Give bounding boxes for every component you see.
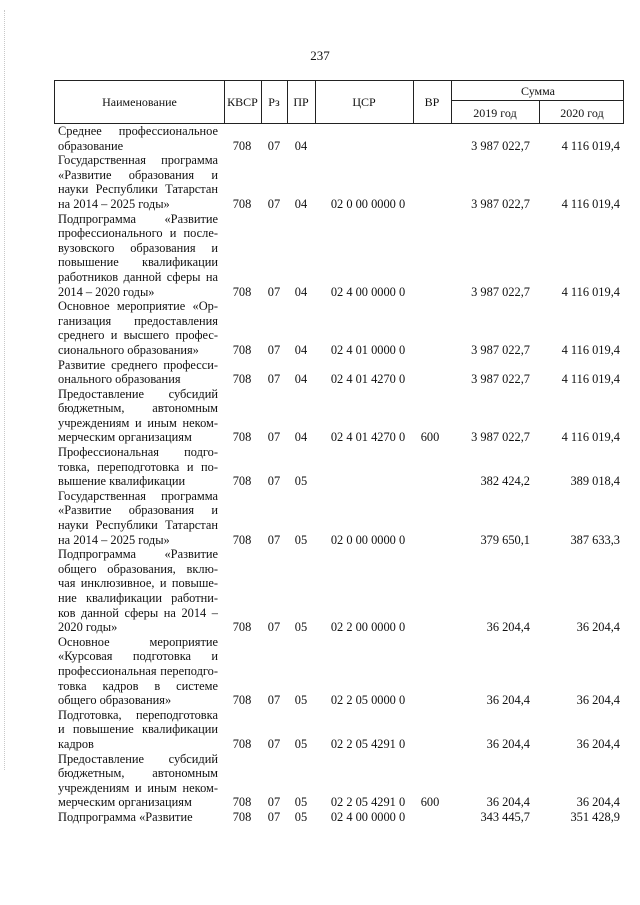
- row-name-line: 2020 годы»: [58, 620, 118, 635]
- row-pr: 04: [294, 430, 308, 445]
- row-name-line: кадров: [58, 736, 94, 751]
- row-name-line: образование: [58, 138, 124, 153]
- row-name: [58, 212, 218, 300]
- row-kvsr: 708: [232, 430, 252, 445]
- row-sum-2019: 3 987 022,7: [471, 284, 530, 299]
- row-name-line: бюджетным, автономным: [58, 766, 218, 781]
- row-rz: 07: [267, 196, 281, 211]
- row-csr: 02 0 00 0000 0: [330, 196, 406, 211]
- row-kvsr: 708: [232, 138, 252, 153]
- row-rz: 07: [267, 138, 281, 153]
- row-name-line: 2014 – 2020 годы»: [58, 284, 155, 299]
- table-row: [0, 635, 640, 708]
- row-sum-2020: 4 116 019,4: [561, 138, 620, 153]
- row-name-line: на 2014 – 2025 годы»: [58, 532, 170, 547]
- table-row: [0, 299, 640, 357]
- row-kvsr: 708: [232, 342, 252, 357]
- row-sum-2020: 36 204,4: [576, 620, 620, 635]
- row-kvsr: 708: [232, 196, 252, 211]
- row-name: [58, 547, 218, 635]
- row-name-line: профессионального и после-: [58, 226, 218, 241]
- row-vr: 600: [420, 430, 440, 445]
- row-name-line: «Развитие образования и: [58, 503, 218, 518]
- table-row: [0, 445, 640, 489]
- row-sum-2019: 3 987 022,7: [471, 342, 530, 357]
- row-name-line: «Развитие образования и: [58, 167, 218, 182]
- row-sum-2020: 36 204,4: [576, 693, 620, 708]
- row-rz: 07: [267, 342, 281, 357]
- table-row: [0, 212, 640, 300]
- row-name: [58, 635, 218, 708]
- row-csr: 02 4 00 0000 0: [330, 809, 406, 824]
- row-name-line: Основное мероприятие: [58, 634, 218, 649]
- row-csr: 02 4 01 4270 0: [330, 430, 406, 445]
- row-name-line: Предоставление субсидий: [58, 386, 218, 401]
- row-sum-2020: 4 116 019,4: [561, 196, 620, 211]
- row-sum-2019: 3 987 022,7: [471, 430, 530, 445]
- row-kvsr: 708: [232, 284, 252, 299]
- row-csr: 02 2 00 0000 0: [330, 620, 406, 635]
- row-pr: 05: [294, 532, 308, 547]
- row-name-line: и повышение квалификации: [58, 722, 218, 737]
- row-rz: 07: [267, 795, 281, 810]
- row-csr: 02 4 01 4270 0: [330, 372, 406, 387]
- row-name-line: Подпрограмма «Развитие: [58, 547, 218, 562]
- row-sum-2019: 3 987 022,7: [471, 138, 530, 153]
- row-name-line: ганизация предоставления: [58, 313, 218, 328]
- row-sum-2019: 36 204,4: [486, 795, 530, 810]
- row-name: [58, 299, 218, 357]
- row-rz: 07: [267, 736, 281, 751]
- row-name-line: Среднее профессиональное: [58, 124, 218, 138]
- row-name-line: мерческим организациям: [58, 795, 192, 810]
- row-kvsr: 708: [232, 532, 252, 547]
- row-kvsr: 708: [232, 809, 252, 824]
- row-name-line: Государственная программа: [58, 153, 218, 168]
- table-body: [0, 124, 640, 825]
- row-rz: 07: [267, 284, 281, 299]
- row-sum-2019: 3 987 022,7: [471, 196, 530, 211]
- row-name-line: общего образования, вклю-: [58, 561, 218, 576]
- row-name: [58, 124, 218, 153]
- row-name-line: чая инклюзивное, и повыше-: [58, 576, 218, 591]
- row-vr: 600: [420, 795, 440, 810]
- table-row: [0, 489, 640, 547]
- row-name-line: учреждениям и иным неком-: [58, 780, 218, 795]
- row-name-line: товка кадров в системе: [58, 678, 218, 693]
- table-row: [0, 124, 640, 153]
- table-row: [0, 708, 640, 752]
- row-name-line: бюджетным, автономным: [58, 401, 218, 416]
- row-name-line: на 2014 – 2025 годы»: [58, 196, 170, 211]
- row-csr: 02 0 00 0000 0: [330, 532, 406, 547]
- row-pr: 04: [294, 342, 308, 357]
- row-rz: 07: [267, 430, 281, 445]
- row-name-line: Развитие среднего професси-: [58, 357, 218, 372]
- table-row: [0, 810, 640, 825]
- header-pr: ПР: [293, 95, 309, 109]
- row-pr: 05: [294, 795, 308, 810]
- row-rz: 07: [267, 693, 281, 708]
- row-name: [58, 358, 218, 387]
- header-csr: ЦСР: [352, 95, 376, 109]
- row-pr: 04: [294, 138, 308, 153]
- row-sum-2020: 4 116 019,4: [561, 342, 620, 357]
- row-rz: 07: [267, 620, 281, 635]
- row-name-line: онального образования: [58, 372, 181, 387]
- row-name: [58, 810, 218, 825]
- row-pr: 05: [294, 736, 308, 751]
- row-name-line: Подпрограмма «Развитие: [58, 211, 218, 226]
- row-name-line: Подготовка, переподготовка: [58, 707, 218, 722]
- row-csr: 02 2 05 0000 0: [330, 693, 406, 708]
- row-rz: 07: [267, 532, 281, 547]
- row-name: [58, 445, 218, 489]
- row-pr: 04: [294, 372, 308, 387]
- table-row: [0, 547, 640, 635]
- header-year-2019: 2019 год: [473, 106, 517, 120]
- row-name: [58, 752, 218, 810]
- row-csr: 02 4 01 0000 0: [330, 342, 406, 357]
- row-sum-2019: 36 204,4: [486, 620, 530, 635]
- header-kvsr: КВСР: [227, 95, 258, 109]
- row-name-line: сионального образования»: [58, 342, 199, 357]
- header-year-2020: 2020 год: [560, 106, 604, 120]
- row-name-line: работников данной сферы на: [58, 269, 218, 284]
- row-kvsr: 708: [232, 372, 252, 387]
- row-name-line: ков данной сферы на 2014 –: [58, 605, 218, 620]
- row-name-line: науки Республики Татарстан: [58, 518, 218, 533]
- row-name-line: Профессиональная подго-: [58, 445, 218, 460]
- row-rz: 07: [267, 372, 281, 387]
- row-name-line: вузовского образования и: [58, 240, 218, 255]
- row-sum-2020: 387 633,3: [570, 532, 620, 547]
- row-name-line: «Курсовая подготовка и: [58, 649, 218, 664]
- row-kvsr: 708: [232, 620, 252, 635]
- row-csr: 02 2 05 4291 0: [330, 795, 406, 810]
- row-name-line: среднего и высшего профес-: [58, 328, 218, 343]
- row-name-line: ние квалификации работни-: [58, 591, 218, 605]
- header-vr: ВР: [424, 95, 440, 109]
- row-csr: 02 2 05 4291 0: [330, 736, 406, 751]
- row-pr: 04: [294, 196, 308, 211]
- row-pr: 05: [294, 474, 308, 489]
- row-sum-2019: 343 445,7: [480, 809, 530, 824]
- row-name-line: вышение квалификации: [58, 474, 186, 489]
- row-pr: 05: [294, 620, 308, 635]
- table-row: [0, 387, 640, 445]
- row-name-line: товка, переподготовка и по-: [58, 459, 218, 474]
- row-name-line: Основное мероприятие «Ор-: [58, 299, 218, 314]
- row-sum-2019: 379 650,1: [480, 532, 530, 547]
- row-sum-2020: 4 116 019,4: [561, 372, 620, 387]
- row-sum-2019: 36 204,4: [486, 736, 530, 751]
- page-number: 237: [310, 48, 330, 63]
- row-kvsr: 708: [232, 736, 252, 751]
- header-sum: Сумма: [521, 84, 555, 98]
- row-sum-2019: 36 204,4: [486, 693, 530, 708]
- row-name: [58, 153, 218, 211]
- row-csr: 02 4 00 0000 0: [330, 284, 406, 299]
- row-name: [58, 387, 218, 445]
- row-rz: 07: [267, 809, 281, 824]
- row-sum-2020: 36 204,4: [576, 795, 620, 810]
- row-name-line: повышение квалификации: [58, 255, 218, 270]
- header-name: Наименование: [102, 95, 177, 109]
- row-kvsr: 708: [232, 474, 252, 489]
- row-sum-2020: 36 204,4: [576, 736, 620, 751]
- row-sum-2020: 351 428,9: [570, 809, 620, 824]
- row-sum-2020: 389 018,4: [570, 474, 620, 489]
- row-name-line: Подпрограмма «Развитие: [58, 809, 193, 824]
- row-kvsr: 708: [232, 795, 252, 810]
- row-rz: 07: [267, 474, 281, 489]
- row-name-line: профессиональная переподго-: [58, 663, 218, 678]
- row-sum-2019: 382 424,2: [480, 474, 530, 489]
- row-pr: 04: [294, 284, 308, 299]
- row-name-line: общего образования»: [58, 693, 172, 708]
- row-name-line: Предоставление субсидий: [58, 751, 218, 766]
- row-name-line: науки Республики Татарстан: [58, 182, 218, 197]
- row-name: [58, 489, 218, 547]
- row-name: [58, 708, 218, 752]
- row-name-line: мерческим организациям: [58, 430, 192, 445]
- row-sum-2020: 4 116 019,4: [561, 284, 620, 299]
- header-rz: Рз: [268, 95, 280, 109]
- table-row: [0, 153, 640, 211]
- row-kvsr: 708: [232, 693, 252, 708]
- row-name-line: Государственная программа: [58, 488, 218, 503]
- table-header: [54, 80, 624, 124]
- row-pr: 05: [294, 693, 308, 708]
- row-pr: 05: [294, 809, 308, 824]
- table-row: [0, 752, 640, 810]
- row-sum-2019: 3 987 022,7: [471, 372, 530, 387]
- row-sum-2020: 4 116 019,4: [561, 430, 620, 445]
- table-row: [0, 358, 640, 387]
- row-name-line: учреждениям и иным неком-: [58, 415, 218, 430]
